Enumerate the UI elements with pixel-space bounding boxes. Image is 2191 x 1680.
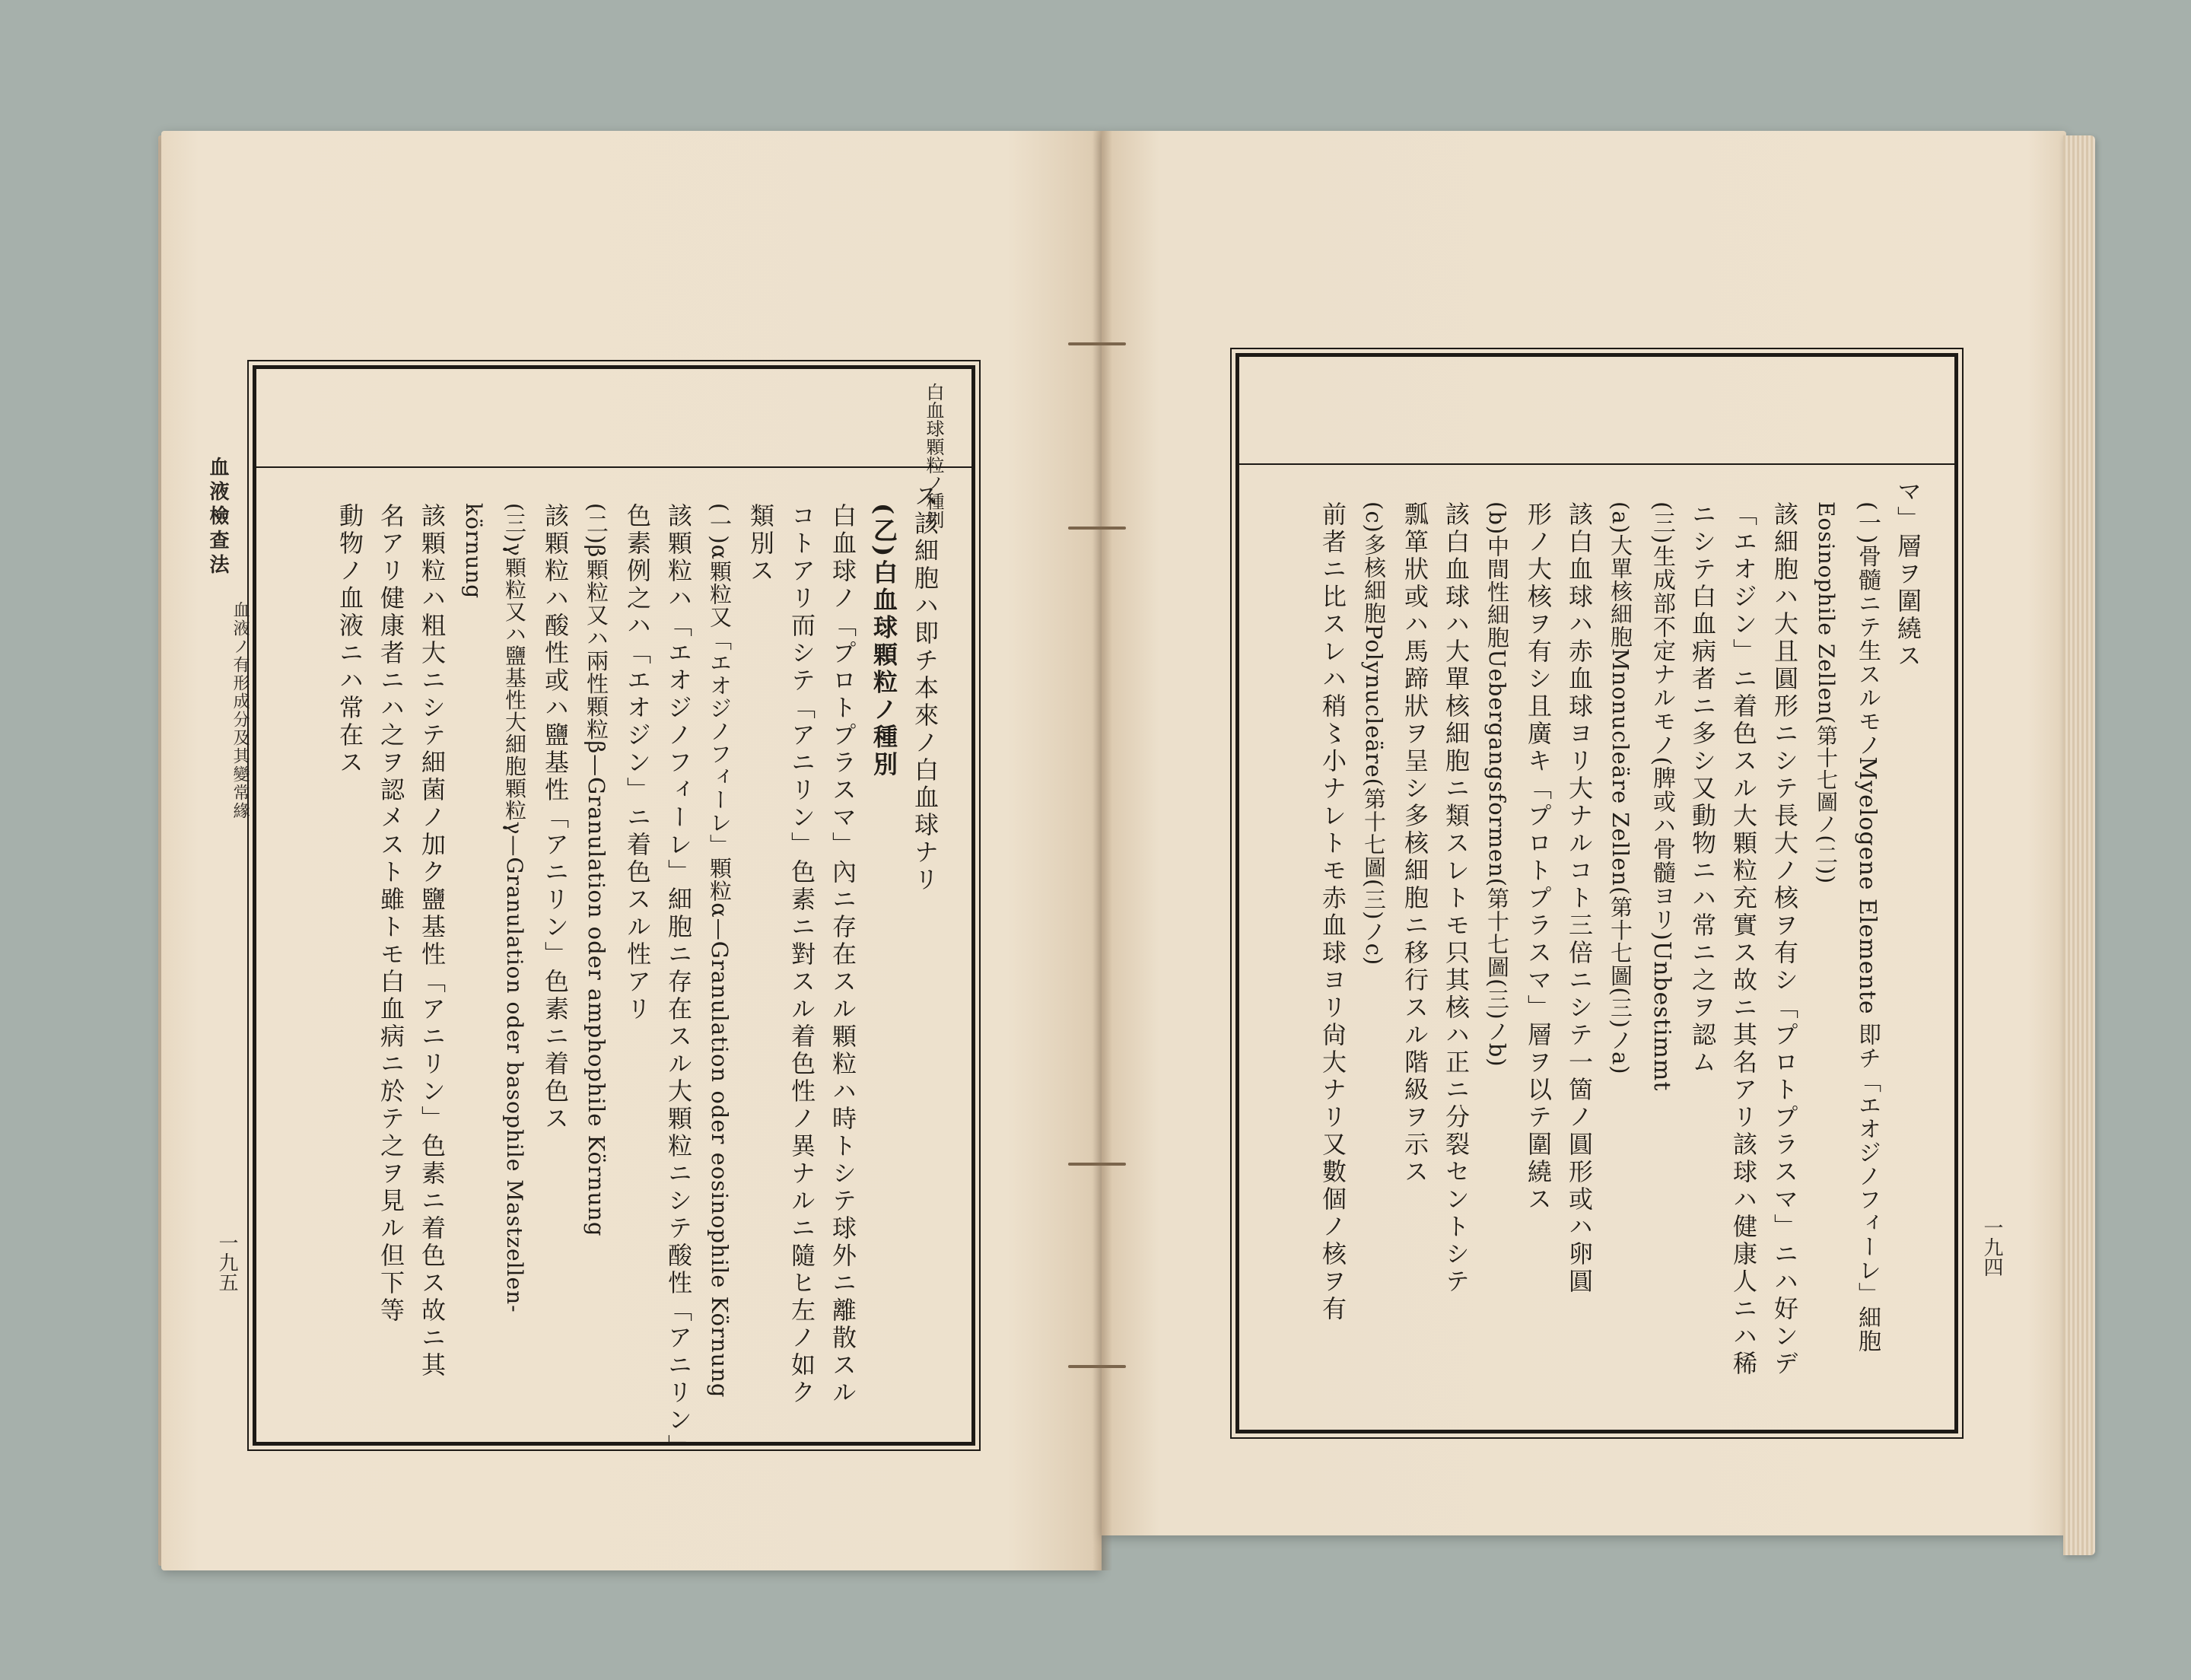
text-column: 該顆粒ハ酸性或ハ鹽基性「アニリン」色素ニ着色ス: [541, 503, 570, 1133]
text-column: 該顆粒ハ粗大ニシテ細菌ノ加ク鹽基性「アニリン」色素ニ着色ス故ニ其: [418, 503, 447, 1379]
text-column: 瓢箪狀或ハ馬蹄狀ヲ呈シ多核細胞ニ移行スル階級ヲ示ス: [1401, 501, 1429, 1186]
header-rule: [1239, 463, 1954, 465]
text-column: (c)多核細胞Polynucleäre(第十七圖(三)ノc): [1361, 501, 1387, 966]
text-column: コトアリ而シテ「アニリン」色素ニ對スル着色性ノ異ナルニ隨ヒ左ノ如ク: [787, 503, 816, 1407]
page-number: 一九五: [215, 1233, 238, 1292]
text-column: ニシテ白血病者ニ多シ又動物ニハ常ニ之ヲ認ム: [1688, 501, 1717, 1077]
binding-stitch: [1068, 527, 1126, 530]
header-rule: [256, 466, 971, 468]
text-column: (a)大單核細胞Mnonucleäre Zellen(第十七圖(三)ノa): [1607, 501, 1633, 1075]
text-column: (二)β顆粒又ハ兩性顆粒β—Granulation oder amphophile Körnung: [584, 503, 609, 1237]
headnote: 白血球顆粒ノ種別: [923, 383, 944, 529]
text-column: 「エオジン」ニ着色スル大顆粒充實ス故ニ其名アリ該球ハ健康人ニハ稀: [1729, 501, 1758, 1378]
text-column: Eosinophile Zellen(第十七圖ノ(二)): [1814, 501, 1839, 885]
section-heading: (乙)白血球顆粒ノ種別: [870, 503, 898, 779]
text-frame-right: [1235, 353, 1958, 1433]
text-column: 前者ニ比スレハ稍〻小ナレトモ赤血球ヨリ尙大ナリ又數個ノ核ヲ有: [1318, 501, 1347, 1323]
text-column: 該白血球ハ大單核細胞ニ類スレトモ只其核ハ正ニ分裂セントシテ: [1442, 501, 1471, 1296]
text-column: (三)生成部不定ナルモノ(脾或ハ骨髓ヨリ)Unbestimmt: [1649, 501, 1675, 1092]
text-column: 色素例之ハ「エオジン」ニ着色スル性アリ: [623, 503, 652, 1023]
binding-stitch: [1068, 1163, 1126, 1166]
text-column: マ」層ヲ圍繞ス: [1894, 479, 1922, 670]
text-column: 該顆粒ハ「エオジノフィーレ」細胞ニ存在スル大顆粒ニシテ酸性「アニリン」: [664, 503, 693, 1462]
running-subtitle: 血液ノ有形成分及其變常緣: [231, 601, 250, 820]
text-column: 名アリ健康者ニハ之ヲ認メスト雖トモ白血病ニ於テ之ヲ見ル但下等: [377, 503, 405, 1325]
running-title: 血液檢查法: [206, 457, 229, 578]
text-column: 白血球ノ「プロトプラスマ」內ニ存在スル顆粒ハ時トシテ球外ニ離散スル: [828, 503, 857, 1407]
text-column: 動物ノ血液ニハ常在ス: [335, 503, 364, 777]
text-column: (b)中間性細胞Uebergangsformen(第十七圖(三)ノb): [1484, 501, 1510, 1068]
book-gutter: [1092, 131, 1112, 1570]
page-number: 一九四: [1980, 1217, 2003, 1277]
text-frame-left: [253, 365, 975, 1462]
text-column: 形ノ大核ヲ有シ且廣キ「プロトプラスマ」層ヲ以テ圍繞ス: [1524, 501, 1553, 1214]
text-column: 類別ス: [746, 503, 775, 585]
text-column: körnung: [461, 503, 486, 600]
text-column: (一)α顆粒又「エオジノフィーレ」顆粒α—Granulation oder eosinophile Körnung: [707, 503, 733, 1398]
text-column: (一)骨髓ニテ生スルモノMyelogene Elemente 即チ「エオジノフィーレ」細胞: [1854, 501, 1881, 1354]
text-column: ス該細胞ハ即チ本來ノ白血球ナリ: [911, 483, 940, 894]
text-column: 該白血球ハ赤血球ヨリ大ナルコト三倍ニシテ一箇ノ圓形或ハ卵圓: [1565, 501, 1594, 1296]
page-stack-right: [2063, 135, 2095, 1555]
text-column: 該細胞ハ大且圓形ニシテ長大ノ核ヲ有シ「プロトプラスマ」ニハ好ンデ: [1770, 501, 1799, 1378]
binding-stitch: [1068, 342, 1126, 345]
binding-stitch: [1068, 1365, 1126, 1368]
text-column: (三)γ顆粒又ハ鹽基性大細胞顆粒γ—Granulation oder basophile Mastzellen-: [502, 503, 527, 1313]
